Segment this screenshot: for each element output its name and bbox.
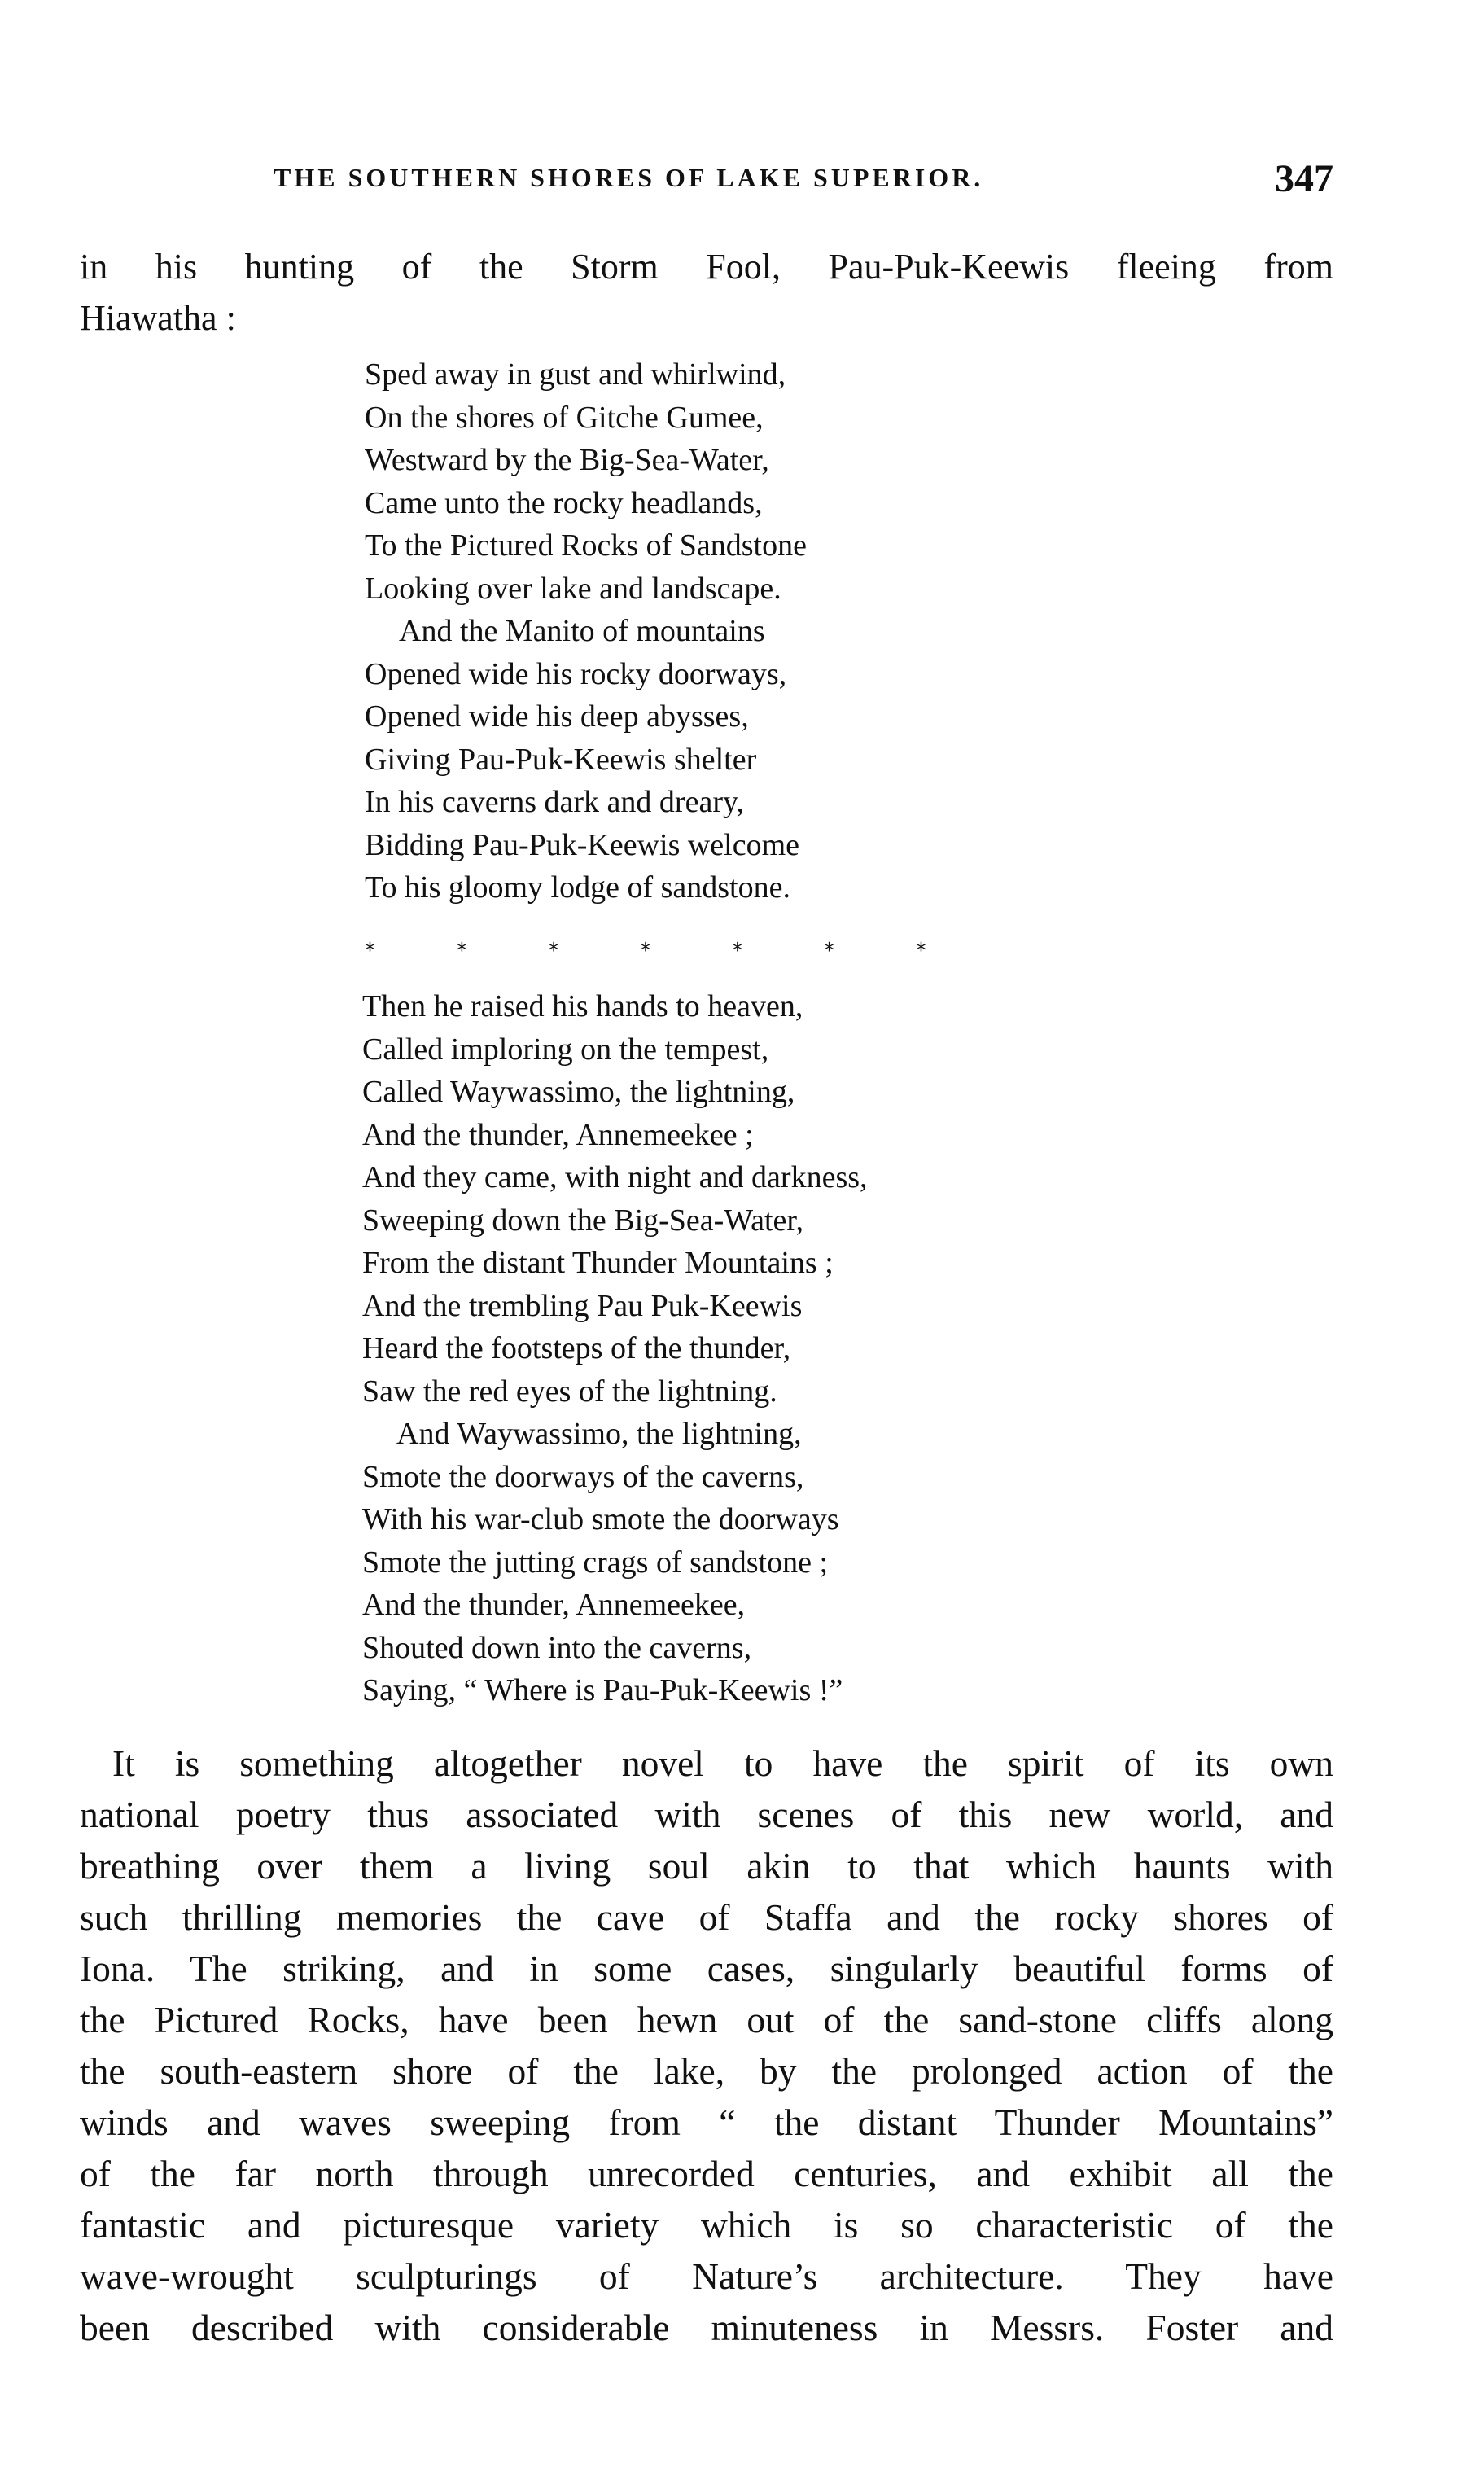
- prose-line: winds and waves sweeping from “ the distant Thunder Mountains”: [80, 2102, 1333, 2143]
- prose-line: national poetry thus associated with scenes of this new world, and: [80, 1794, 1333, 1835]
- star-mark: *: [548, 939, 559, 963]
- star-mark: *: [640, 939, 651, 963]
- running-title: THE SOUTHERN SHORES OF LAKE SUPERIOR.: [274, 163, 984, 192]
- page-number: 347: [1275, 157, 1333, 200]
- prose-line: of the far north through unrecorded centuries, and exhibit all the: [80, 2153, 1333, 2194]
- prose-line: It is something altogether novel to have the spirit of its own: [112, 1742, 1333, 1784]
- prose-line: breathing over them a living soul akin to that which haunts with: [80, 1845, 1333, 1887]
- verse-line: Saying, “ Where is Pau-Puk-Keewis !”: [362, 1673, 843, 1707]
- verse-line: Giving Pau-Puk-Keewis shelter: [365, 742, 757, 777]
- verse-line: Shouted down into the caverns,: [362, 1630, 752, 1665]
- verse-line: Called imploring on the tempest,: [362, 1032, 769, 1067]
- verse-line: Opened wide his rocky doorways,: [365, 656, 787, 691]
- section-break-stars: [365, 939, 926, 963]
- verse-block-1: [365, 353, 1097, 909]
- star-mark: *: [732, 939, 743, 963]
- body-paragraph: [80, 1738, 1333, 2353]
- intro-line: Hiawatha :: [80, 298, 236, 338]
- verse-line: To his gloomy lodge of sandstone.: [365, 870, 790, 905]
- verse-line: Then he raised his hands to heaven,: [362, 989, 803, 1023]
- verse-line: Looking over lake and landscape.: [365, 571, 781, 606]
- star-mark: *: [824, 939, 835, 963]
- verse-block-2: [362, 985, 1095, 1712]
- prose-line: been described with considerable minuteness in Messrs. Foster and: [80, 2307, 1333, 2348]
- verse-line: On the shores of Gitche Gumee,: [365, 400, 764, 435]
- verse-line: Westward by the Big-Sea-Water,: [365, 443, 769, 477]
- verse-line: And Waywassimo, the lightning,: [396, 1417, 802, 1451]
- verse-line: Opened wide his deep abysses,: [365, 699, 749, 734]
- verse-line: Came unto the rocky headlands,: [365, 485, 763, 520]
- verse-line: And the Manito of mountains: [399, 614, 765, 648]
- prose-line: the Pictured Rocks, have been hewn out of the sand-stone cliffs along: [80, 1999, 1333, 2040]
- verse-line: Heard the footsteps of the thunder,: [362, 1331, 791, 1365]
- verse-line: Saw the red eyes of the lightning.: [362, 1374, 777, 1409]
- verse-line: Sweeping down the Big-Sea-Water,: [362, 1203, 804, 1238]
- verse-line: And the thunder, Annemeekee,: [362, 1588, 746, 1622]
- prose-line: such thrilling memories the cave of Staffa and the rocky shores of: [80, 1896, 1333, 1938]
- verse-line: And the thunder, Annemeekee ;: [362, 1117, 754, 1152]
- verse-line: And the trembling Pau Puk-Keewis: [362, 1288, 803, 1323]
- verse-line: Called Waywassimo, the lightning,: [362, 1075, 795, 1109]
- verse-line: Sped away in gust and whirlwind,: [365, 357, 786, 392]
- verse-line: With his war-club smote the doorways: [362, 1502, 839, 1536]
- intro-line: in his hunting of the Storm Fool, Pau-Puk-Keewis fleeing from: [80, 247, 1333, 287]
- verse-line: To the Pictured Rocks of Sandstone: [365, 528, 807, 563]
- verse-line: And they came, with night and darkness,: [362, 1160, 868, 1194]
- verse-line: In his caverns dark and dreary,: [365, 785, 745, 819]
- verse-line: Bidding Pau-Puk-Keewis welcome: [365, 827, 800, 862]
- intro-paragraph: [80, 243, 1333, 343]
- verse-line: Smote the jutting crags of sandstone ;: [362, 1545, 829, 1580]
- running-head: [80, 157, 1333, 204]
- star-mark: *: [915, 939, 926, 963]
- star-mark: *: [365, 939, 375, 963]
- prose-line: wave-wrought sculpturings of Nature’s architecture. They have: [80, 2255, 1333, 2297]
- verse-line: From the distant Thunder Mountains ;: [362, 1246, 834, 1280]
- verse-line: Smote the doorways of the caverns,: [362, 1459, 804, 1494]
- star-mark: *: [456, 939, 467, 963]
- prose-line: Iona. The striking, and in some cases, singularly beautiful forms of: [80, 1948, 1333, 1989]
- prose-line: the south-eastern shore of the lake, by the prolonged action of the: [80, 2050, 1333, 2092]
- prose-line: fantastic and picturesque variety which is so characteristic of the: [80, 2204, 1333, 2246]
